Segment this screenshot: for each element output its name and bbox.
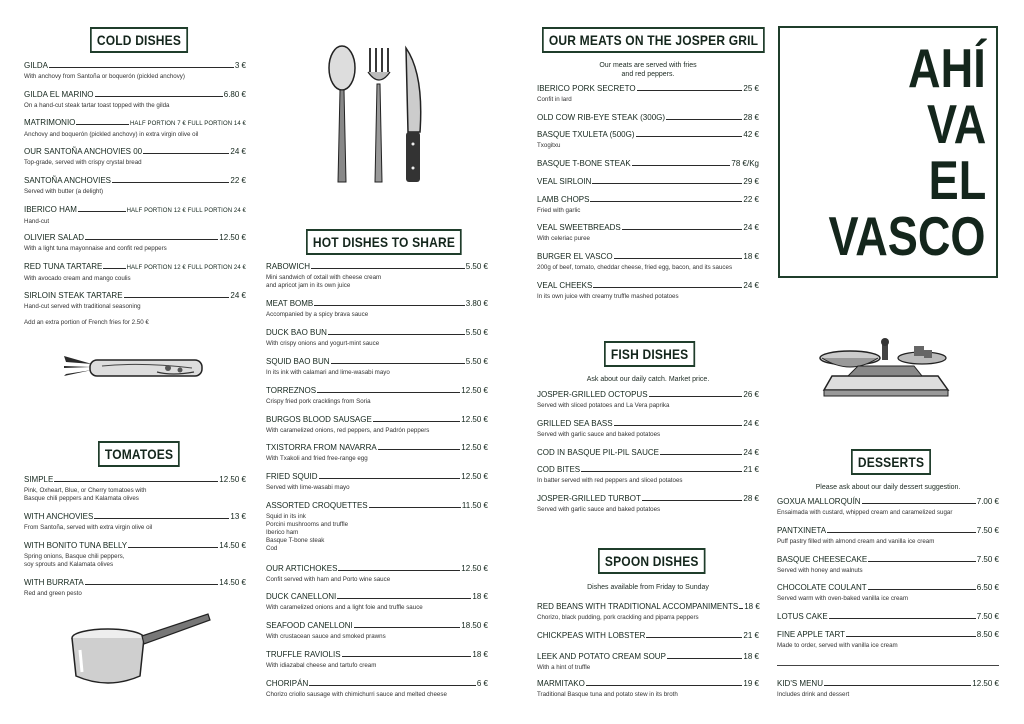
menu-item: IBERICO HAM HALF PORTION 12 € FULL PORTION 24 € Hand-cut	[24, 205, 246, 225]
menu-item: TRUFFLE RAVIOLIS 18 € With idiazabal cheese and tartufo cream	[266, 650, 488, 669]
menu-item: WITH BONITO TUNA BELLY 14.50 € Spring onions, Basque chili peppers, soy sprouts and Kalamata olives	[24, 541, 246, 568]
menu-item: RED TUNA TARTARE HALF PORTION 12 € FULL PORTION 24 € With avocado cream and mango coulis	[24, 262, 246, 282]
menu-item: GOXUA MALLORQUÍN 7.00 € Ensaimada with custard, whipped cream and caramelized sugar	[777, 497, 999, 516]
menu-item: ASSORTED CROQUETTES 11.50 € Squid in its ink Porcini mushrooms and truffle Iberico ham Basque T-bone steak Cod	[266, 501, 488, 552]
menu-item: GRILLED SEA BASS 24 € Served with garlic sauce and baked potatoes	[537, 419, 759, 438]
menu-item: SANTOÑA ANCHOVIES 22 € Served with butter (a delight)	[24, 176, 246, 195]
menu-item: FRIED SQUID 12.50 € Served with lime-wasabi mayo	[266, 472, 488, 491]
menu-item: LAMB CHOPS 22 € Fried with garlic	[537, 195, 759, 214]
divider	[777, 665, 999, 666]
menu-item: OUR ARTICHOKES 12.50 € Confit served with ham and Porto wine sauce	[266, 564, 488, 583]
menu-item: BURGER EL VASCO 18 € 200g of beef, tomato, cheddar cheese, fried egg, bacon, and its sauces	[537, 252, 759, 271]
brand-logo-box	[778, 26, 998, 278]
brand-line: AHÍ	[908, 37, 986, 99]
hot-dishes-title: HOT DISHES TO SHARE	[306, 229, 462, 255]
scale-illustration	[818, 336, 958, 402]
menu-item: DUCK CANELLONI 18 € With caramelized onions and a light foie and truffle sauce	[266, 592, 488, 611]
tomatoes-title: TOMATOES	[98, 441, 180, 467]
menu-item: MATRIMONIO HALF PORTION 7 € FULL PORTION 14 € Anchovy and boquerón (pickled anchovy) in extra virgin olive oil	[24, 118, 246, 138]
menu-item: LOTUS CAKE 7.50 €	[777, 612, 999, 621]
menu-item: IBERICO PORK SECRETO 25 € Confit in lard	[537, 84, 759, 103]
menu-item: RED BEANS WITH TRADITIONAL ACCOMPANIMENTS 18 € Chorizo, black pudding, pork crackling and piparra peppers	[537, 602, 760, 621]
menu-item: OLD COW RIB-EYE STEAK (300G) 28 €	[537, 113, 759, 122]
menu-item: MEAT BOMB 3.80 € Accompanied by a spicy brava sauce	[266, 299, 488, 318]
menu-item: WITH ANCHOVIES 13 € From Santoña, served with extra virgin olive oil	[24, 512, 246, 531]
desserts-title: DESSERTS	[851, 449, 931, 475]
menu-item: SIRLOIN STEAK TARTARE 24 € Hand-cut served with traditional seasoning	[24, 291, 246, 310]
tongs-illustration	[62, 348, 208, 392]
menu-item: OUR SANTOÑA ANCHOVIES 00 24 € Top-grade, served with crispy crystal bread	[24, 147, 246, 166]
menu-item: DUCK BAO BUN 5.50 € With crispy onions and yogurt-mint sauce	[266, 328, 488, 347]
menu-item: LEEK AND POTATO CREAM SOUP 18 € With a hint of truffle	[537, 652, 759, 671]
extra-fries-note: Add an extra portion of French fries for 2.50 €	[24, 319, 149, 326]
kids-menu-item: KID'S MENU 12.50 € Includes drink and dessert	[777, 679, 999, 698]
menu-item: BURGOS BLOOD SAUSAGE 12.50 € With caramelized onions, red peppers, and Padrón peppers	[266, 415, 488, 434]
menu-item: GILDA EL MARINO 6.80 € On a hand-cut steak tartar toast topped with the gilda	[24, 90, 246, 109]
fish-note: Ask about our daily catch. Market price.	[586, 376, 710, 383]
brand-line: EL	[928, 149, 986, 211]
menu-item: BASQUE CHEESECAKE 7.50 € Served with honey and walnuts	[777, 555, 999, 574]
brand-line: VASCO	[828, 205, 986, 267]
desserts-note: Please ask about our daily dessert suggestion.	[815, 484, 961, 491]
menu-item: TORREZNOS 12.50 € Crispy fried pork cracklings from Soria	[266, 386, 488, 405]
menu-item: TXISTORRA FROM NAVARRA 12.50 € With Txakoli and fried free-range egg	[266, 443, 488, 462]
menu-item: SQUID BAO BUN 5.50 € In its ink with calamari and lime-wasabi mayo	[266, 357, 488, 376]
menu-item: GILDA 3 € With anchovy from Santoña or boquerón (pickled anchovy)	[24, 61, 246, 80]
meats-title: OUR MEATS ON THE JOSPER GRIL	[542, 27, 765, 53]
menu-item: COD BITES 21 € In batter served with red peppers and sliced potatoes	[537, 465, 759, 484]
menu-item: PANTXINETA 7.50 € Puff pastry filled with almond cream and vanilla ice cream	[777, 526, 999, 545]
menu-item: WITH BURRATA 14.50 € Red and green pesto	[24, 578, 246, 597]
meats-note-2: and red peppers.	[621, 71, 675, 78]
menu-item: SEAFOOD CANELLONI 18.50 € With crustacean sauce and smoked prawns	[266, 621, 488, 640]
spoon-note: Dishes available from Friday to Sunday	[587, 584, 709, 591]
saucepan-illustration	[70, 610, 212, 690]
fish-title: FISH DISHES	[604, 341, 695, 367]
menu-item: JOSPER-GRILLED TURBOT 28 € Served with garlic sauce and baked potatoes	[537, 494, 759, 513]
menu-item: COD IN BASQUE PIL-PIL SAUCE 24 €	[537, 448, 759, 457]
meats-note-1: Our meats are served with fries	[599, 62, 697, 69]
menu-item: VEAL CHEEKS 24 € In its own juice with creamy truffle mashed potatoes	[537, 281, 759, 300]
menu-item: CHICKPEAS WITH LOBSTER 21 €	[537, 631, 759, 640]
menu-item: BASQUE TXULETA (500G) 42 € Txogitxu	[537, 130, 759, 149]
menu-item: SIMPLE 12.50 € Pink, Oxheart, Blue, or Cherry tomatoes with Basque chili peppers and Kalamata olives	[24, 475, 246, 502]
menu-item: RABOWICH 5.50 € Mini sandwich of oxtail with cheese cream and apricot jam in its own juice	[266, 262, 488, 289]
menu-item: VEAL SWEETBREADS 24 € With celeriac puree	[537, 223, 759, 242]
menu-item: CHOCOLATE COULANT 6.50 € Served warm with oven-baked vanilla ice cream	[777, 583, 999, 602]
menu-item: CHORIPÁN 6 € Chorizo criollo sausage with chimichurri sauce and melted cheese	[266, 679, 488, 698]
menu-item: VEAL SIRLOIN 29 €	[537, 177, 759, 186]
menu-item: FINE APPLE TART 8.50 € Made to order, served with vanilla ice cream	[777, 630, 999, 649]
menu-item: OLIVIER SALAD 12.50 € With a light tuna mayonnaise and confit red peppers	[24, 233, 246, 252]
menu-item: BASQUE T-BONE STEAK 78 €/Kg	[537, 159, 759, 168]
menu-item: JOSPER-GRILLED OCTOPUS 26 € Served with sliced potatoes and La Vera paprika	[537, 390, 759, 409]
cutlery-illustration	[326, 44, 430, 186]
brand-line: VA	[926, 93, 986, 155]
cold-dishes-title: COLD DISHES	[90, 27, 188, 53]
spoon-title: SPOON DISHES	[598, 548, 705, 574]
menu-item: MARMITAKO 19 € Traditional Basque tuna and potato stew in its broth	[537, 679, 759, 698]
